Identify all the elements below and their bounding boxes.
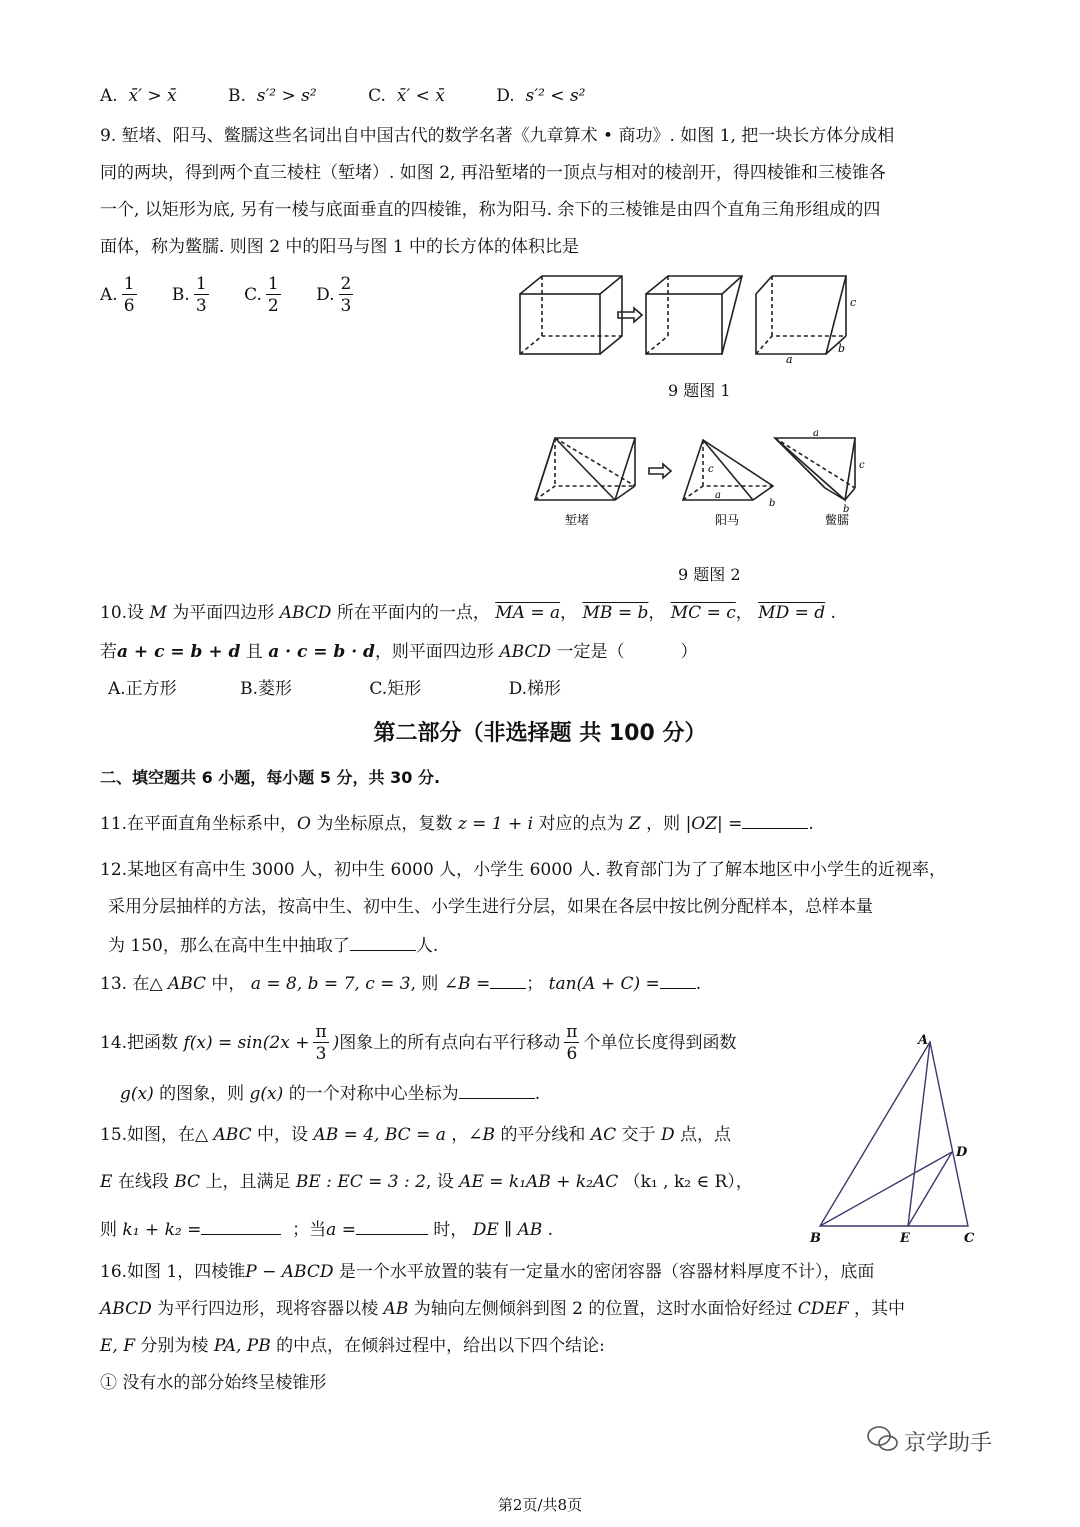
q11-answer-blank[interactable]	[742, 810, 808, 829]
q9-line-2: 同的两块，得到两个直三棱柱（堑堵）. 如图 2, 再沿堑堵的一顶点与相对的棱剖开，得四棱锥和三棱锥各	[100, 163, 886, 183]
q15-label-c: C	[964, 1231, 975, 1246]
q9-fig1-caption: 9 题图 1	[668, 381, 731, 400]
q10-line-2: 若a + c = b + d 且 a · c = b · d，则平面四边形 ABCD 一定是（ ）	[100, 642, 698, 662]
q16-line-1: 16.如图 1，四棱锥P − ABCD 是一个水平放置的装有一定量水的密闭容器（容器材料厚度不计），底面	[100, 1262, 875, 1282]
fig2-edge-c2: c	[859, 460, 865, 471]
fig2-edge-a: a	[715, 490, 721, 501]
q12-answer-blank[interactable]	[350, 932, 416, 951]
q15-triangle-figure	[800, 1030, 980, 1250]
q9-fig2-caption: 9 题图 2	[678, 565, 741, 584]
fig2-edge-b: b	[769, 498, 776, 509]
q15-label-d: D	[956, 1145, 968, 1160]
q15-label-e: E	[900, 1231, 910, 1246]
fig2-label-qiandu: 堑堵	[565, 513, 590, 527]
q9-line-3: 一个, 以矩形为底, 另有一棱与底面垂直的四棱锥，称为阳马. 余下的三棱锥是由四个直角三角形组成的四	[100, 200, 881, 220]
q13: 13. 在△ ABC 中， a = 8, b = 7, c = 3, 则 ∠B = ； tan(A + C) = .	[100, 970, 701, 996]
q15-label-b: B	[810, 1231, 821, 1246]
q8-options	[100, 84, 586, 108]
fig2-label-bienao: 鳖臑	[825, 513, 850, 527]
page-footer: 第2页/共8页	[497, 1496, 583, 1514]
q9-figure-1	[510, 272, 870, 367]
q15-line-2: E 在线段 BC 上，且满足 BE : EC = 3 : 2, 设 AE = k₁AB + k₂AC （k₁ , k₂ ∈ R），	[100, 1172, 753, 1192]
q12-line-3: 为 150，那么在高中生中抽取了 人.	[108, 932, 438, 958]
q15-label-a: A	[918, 1033, 929, 1048]
fig1-edge-c: c	[850, 296, 857, 309]
q9-options: A. $\frac{1}{6}$ B. $\frac{1}{3}$ C. $\frac{1}{2}$ D. $\frac{2}{3}$	[100, 274, 352, 316]
q16-line-2: ABCD 为平行四边形，现将容器以棱 AB 为轴向左侧倾斜到图 2 的位置，这时水面恰好经过 CDEF ，其中	[100, 1299, 906, 1319]
fig1-edge-b: b	[838, 342, 846, 355]
fill-blank-header: 二、填空题共 6 小题，每小题 5 分，共 30 分.	[100, 768, 441, 787]
fig1-edge-a: a	[786, 353, 793, 366]
q11: 11.在平面直角坐标系中，O 为坐标原点，复数 z = 1 + i 对应的点为 Z ，则 |OZ| = .	[100, 810, 814, 836]
q9-figure-2	[525, 428, 875, 530]
q9-line-4: 面体，称为鳖臑. 则图 2 中的阳马与图 1 中的长方体的体积比是	[100, 237, 580, 257]
q15-blank-2[interactable]	[356, 1216, 428, 1235]
q14-line-1: 14.把函数 f(x) = sin(2x + $\frac{\pi}{3}$ )图象上的所有点向右平行移动 $\frac{\pi}{6}$ 个单位长度得到函数	[100, 1022, 737, 1064]
q14-answer-blank[interactable]	[459, 1080, 535, 1099]
q15-line-3: 则 k₁ + k₂ = ；当a = 时， DE ∥ AB .	[100, 1216, 553, 1242]
q8-opt-b: B. s′² > s²	[228, 86, 317, 106]
q13-blank-2[interactable]	[660, 970, 696, 989]
q15-blank-1[interactable]	[201, 1216, 281, 1235]
fig2-edge-b2: b	[843, 504, 850, 515]
q10-line-1: 10.设 M 为平面四边形 ABCD 所在平面内的一点， MA = a， MB = b， MC = c， MD = d .	[100, 603, 836, 623]
q12-line-2: 采用分层抽样的方法，按高中生、初中生、小学生进行分层，如果在各层中按比例分配样本，总样本量	[108, 897, 873, 917]
watermark-brand: 京学助手	[904, 1431, 993, 1456]
fig2-label-yangma: 阳马	[715, 513, 740, 527]
fig2-edge-a2: a	[813, 428, 819, 439]
fig2-edge-c: c	[708, 464, 714, 475]
q8-opt-d: D. s′² < s²	[496, 86, 586, 106]
q9-line-1: 9. 堑堵、阳马、鳖臑这些名词出自中国古代的数学名著《九章算术 • 商功》. 如图 1, 把一块长方体分成相	[100, 126, 895, 146]
q14-line-2: g(x) 的图象，则 g(x) 的一个对称中心坐标为 .	[120, 1080, 540, 1106]
q12-line-1: 12.某地区有高中生 3000 人，初中生 6000 人，小学生 6000 人. 教育部门为了了解本地区中小学生的近视率，	[100, 860, 947, 880]
q8-opt-a: A. x̄′ > x̄	[100, 86, 177, 106]
wechat-icon	[866, 1424, 900, 1454]
q13-blank-1[interactable]	[490, 970, 526, 989]
q16-item-1: ① 没有水的部分始终呈棱锥形	[100, 1373, 327, 1393]
q10-options: A.正方形 B.菱形 C.矩形 D.梯形	[108, 679, 562, 699]
q16-line-3: E, F 分别为棱 PA, PB 的中点，在倾斜过程中，给出以下四个结论:	[100, 1336, 605, 1356]
q8-opt-c: C. x̄′ < x̄	[368, 86, 445, 106]
section-2-title: 第二部分（非选择题 共 100 分）	[373, 721, 707, 746]
q15-line-1: 15.如图，在△ ABC 中，设 AB = 4, BC = a ，∠B 的平分线和 AC 交于 D 点，点	[100, 1125, 731, 1145]
